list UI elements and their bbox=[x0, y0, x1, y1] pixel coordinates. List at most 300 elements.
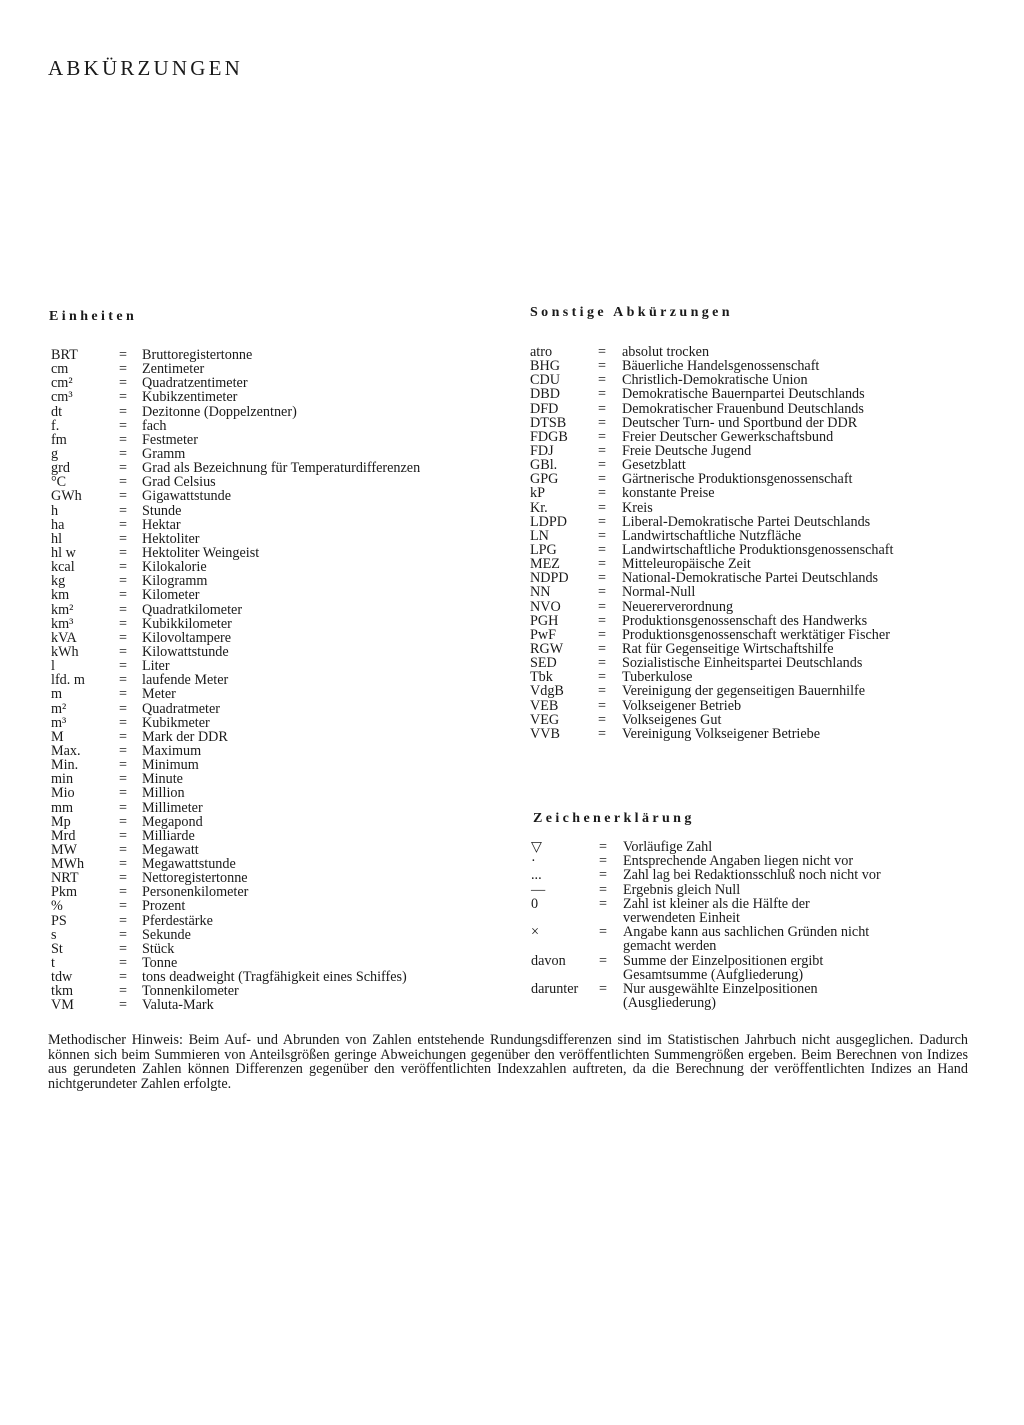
unit-row bbox=[51, 419, 420, 433]
abbreviation: tdw bbox=[51, 969, 73, 986]
unit-row bbox=[51, 362, 420, 376]
definition: Deutscher Turn- und Sportbund der DDR bbox=[622, 414, 858, 431]
definition: Stunde bbox=[142, 502, 182, 519]
definition: Zentimeter bbox=[142, 361, 205, 378]
unit-row bbox=[51, 631, 420, 645]
equals-sign: = bbox=[119, 474, 128, 491]
equals-sign: = bbox=[119, 417, 128, 434]
abbreviation: grd bbox=[51, 460, 70, 477]
equals-sign: = bbox=[119, 629, 128, 646]
equals-sign: = bbox=[599, 867, 608, 884]
definition: Kilokalorie bbox=[142, 559, 207, 576]
definition: Bruttoregistertonne bbox=[142, 347, 253, 363]
unit-row bbox=[51, 489, 420, 503]
abbreviation: fm bbox=[51, 431, 67, 448]
equals-sign: = bbox=[598, 683, 607, 700]
definition: Freier Deutscher Gewerkschaftsbund bbox=[622, 428, 834, 445]
definition: Stück bbox=[142, 940, 175, 957]
abbreviation: Pkm bbox=[51, 884, 78, 901]
abbreviation: — bbox=[531, 881, 546, 898]
abbreviation: mm bbox=[51, 799, 74, 816]
unit-row bbox=[51, 928, 420, 942]
equals-sign: = bbox=[598, 697, 607, 714]
unit-row bbox=[51, 942, 420, 956]
unit-row bbox=[51, 348, 420, 362]
unit-row bbox=[51, 659, 420, 673]
definition: Kreis bbox=[622, 499, 653, 516]
equals-sign: = bbox=[598, 669, 607, 686]
abbreviation: lfd. m bbox=[51, 672, 85, 689]
equals-sign: = bbox=[119, 658, 128, 675]
abbreviation-row bbox=[530, 684, 893, 698]
equals-sign: = bbox=[119, 643, 128, 660]
abbreviation: LN bbox=[530, 527, 549, 544]
equals-sign: = bbox=[599, 839, 608, 855]
abbreviation: VEB bbox=[530, 697, 559, 714]
definition: Zahl ist kleiner als die Hälfte der verwendeten Einheit bbox=[623, 895, 810, 927]
abbreviation: l bbox=[51, 658, 55, 675]
abbreviation-row bbox=[530, 571, 893, 585]
abbreviation: cm³ bbox=[51, 389, 73, 406]
abbreviation: PwF bbox=[530, 626, 557, 643]
unit-row bbox=[51, 758, 420, 772]
abbreviation: SED bbox=[530, 655, 557, 672]
definition: Dezitonne (Doppelzentner) bbox=[142, 403, 297, 420]
equals-sign: = bbox=[598, 344, 607, 360]
definition: Millimeter bbox=[142, 799, 203, 816]
definition: Liter bbox=[142, 658, 170, 675]
definition: Meter bbox=[142, 686, 176, 703]
abbreviation: 0 bbox=[531, 895, 539, 912]
abbreviation: NRT bbox=[51, 870, 79, 887]
abbreviation: km³ bbox=[51, 615, 74, 632]
abbreviation: km² bbox=[51, 601, 74, 618]
equals-sign: = bbox=[119, 544, 128, 561]
equals-sign: = bbox=[119, 530, 128, 547]
abbreviation: tkm bbox=[51, 983, 74, 1000]
abbreviation: Tbk bbox=[530, 669, 553, 686]
abbreviation: PGH bbox=[530, 612, 559, 629]
abbreviation: DFD bbox=[530, 400, 559, 417]
unit-row bbox=[51, 744, 420, 758]
equals-sign: = bbox=[119, 912, 128, 929]
abbreviation-row bbox=[530, 416, 893, 430]
abbreviation: davon bbox=[531, 952, 566, 969]
unit-row bbox=[51, 518, 420, 532]
others-list bbox=[530, 345, 893, 741]
definition: Gesetzblatt bbox=[622, 457, 686, 474]
definition: Kilovoltampere bbox=[142, 629, 232, 646]
abbreviation: VdgB bbox=[530, 683, 564, 700]
abbreviation-row bbox=[530, 557, 893, 571]
abbreviation: % bbox=[51, 898, 63, 915]
equals-sign: = bbox=[119, 997, 128, 1014]
equals-sign: = bbox=[119, 403, 128, 420]
equals-sign: = bbox=[119, 856, 128, 873]
definition: Demokratischer Frauenbund Deutschlands bbox=[622, 400, 864, 417]
definition: Rat für Gegenseitige Wirtschaftshilfe bbox=[622, 640, 834, 657]
definition: Maximum bbox=[142, 742, 202, 759]
equals-sign: = bbox=[119, 728, 128, 745]
definition: Landwirtschaftliche Produktionsgenossenschaft bbox=[622, 541, 894, 558]
equals-sign: = bbox=[598, 612, 607, 629]
equals-sign: = bbox=[598, 400, 607, 417]
equals-sign: = bbox=[598, 598, 607, 615]
equals-sign: = bbox=[119, 672, 128, 689]
equals-sign: = bbox=[119, 813, 128, 830]
definition: Prozent bbox=[142, 898, 186, 915]
equals-sign: = bbox=[598, 626, 607, 643]
definition: absolut trocken bbox=[622, 344, 710, 360]
definition: Entsprechende Angaben liegen nicht vor bbox=[623, 853, 854, 870]
sign-row bbox=[531, 840, 953, 854]
definition: Quadratkilometer bbox=[142, 601, 243, 618]
definition: Sekunde bbox=[142, 926, 191, 943]
unit-row bbox=[51, 843, 420, 857]
sign-row bbox=[531, 883, 953, 897]
unit-row bbox=[51, 617, 420, 631]
sign-row bbox=[531, 897, 953, 925]
abbreviation-row bbox=[530, 387, 893, 401]
unit-row bbox=[51, 871, 420, 885]
unit-row bbox=[51, 716, 420, 730]
unit-row bbox=[51, 687, 420, 701]
unit-row bbox=[51, 857, 420, 871]
definition: Kilogramm bbox=[142, 573, 208, 590]
others-heading: Sonstige Abkürzungen bbox=[530, 305, 733, 320]
signs-heading: Zeichenerklärung bbox=[533, 811, 695, 826]
abbreviation: atro bbox=[530, 344, 553, 360]
sign-row bbox=[531, 925, 953, 953]
abbreviation: f. bbox=[51, 417, 60, 434]
unit-row bbox=[51, 956, 420, 970]
unit-row bbox=[51, 603, 420, 617]
abbreviation: MW bbox=[51, 841, 78, 858]
abbreviation: NDPD bbox=[530, 570, 569, 587]
unit-row bbox=[51, 433, 420, 447]
unit-row bbox=[51, 914, 420, 928]
abbreviation-row bbox=[530, 458, 893, 472]
abbreviation: ... bbox=[531, 867, 542, 884]
abbreviation: PS bbox=[51, 912, 67, 929]
equals-sign: = bbox=[119, 347, 128, 363]
abbreviation: GWh bbox=[51, 488, 82, 505]
abbreviation-row bbox=[530, 430, 893, 444]
equals-sign: = bbox=[119, 559, 128, 576]
abbreviation-row bbox=[530, 373, 893, 387]
equals-sign: = bbox=[599, 853, 608, 870]
equals-sign: = bbox=[119, 516, 128, 533]
equals-sign: = bbox=[119, 431, 128, 448]
definition: Festmeter bbox=[142, 431, 198, 448]
abbreviation-row bbox=[530, 515, 893, 529]
equals-sign: = bbox=[599, 881, 608, 898]
equals-sign: = bbox=[119, 827, 128, 844]
equals-sign: = bbox=[598, 570, 607, 587]
definition: Gigawattstunde bbox=[142, 488, 232, 505]
abbreviation: kcal bbox=[51, 559, 75, 576]
definition: Zahl lag bei Redaktionsschluß noch nicht vor bbox=[623, 867, 881, 884]
abbreviation: m² bbox=[51, 700, 67, 717]
definition: Liberal-Demokratische Partei Deutschlands bbox=[622, 513, 871, 530]
abbreviation: s bbox=[51, 926, 57, 943]
definition: Volkseigener Betrieb bbox=[622, 697, 742, 714]
equals-sign: = bbox=[599, 924, 608, 941]
unit-row bbox=[51, 801, 420, 815]
definition: Volkseigenes Gut bbox=[622, 711, 722, 728]
abbreviation: MWh bbox=[51, 856, 85, 873]
abbreviation: × bbox=[531, 924, 540, 941]
abbreviation: DTSB bbox=[530, 414, 567, 431]
abbreviation: h bbox=[51, 502, 59, 519]
abbreviation: cm bbox=[51, 361, 69, 378]
abbreviation-row bbox=[530, 585, 893, 599]
definition: Megawatt bbox=[142, 841, 199, 858]
abbreviation: VVB bbox=[530, 725, 560, 742]
equals-sign: = bbox=[598, 499, 607, 516]
abbreviation: GBl. bbox=[530, 457, 558, 474]
abbreviation: Mio bbox=[51, 785, 75, 802]
unit-row bbox=[51, 899, 420, 913]
definition: Minute bbox=[142, 771, 183, 788]
definition: Kilometer bbox=[142, 587, 200, 604]
unit-row bbox=[51, 461, 420, 475]
abbreviation: °C bbox=[51, 474, 67, 491]
equals-sign: = bbox=[119, 375, 128, 392]
definition: Kubikkilometer bbox=[142, 615, 232, 632]
unit-row bbox=[51, 970, 420, 984]
equals-sign: = bbox=[598, 372, 607, 389]
definition: Vereinigung Volkseigener Betriebe bbox=[622, 725, 821, 742]
definition: Million bbox=[142, 785, 185, 802]
equals-sign: = bbox=[119, 686, 128, 703]
abbreviation-row bbox=[530, 727, 893, 741]
unit-row bbox=[51, 786, 420, 800]
methodical-note: Methodischer Hinweis: Beim Auf- und Abrunden von Zahlen entstehende Rundungsdifferenzen sind im Statistischen Jahrbuch nicht ausgeglichen. Dadurch können sich beim Summieren von Anteilsgrößen geringe Abweichungen gegenüber den veröffentlichten Summengrößen ergeben. Beim Berechnen von Indizes aus gerundeten Zahlen können Differenzen gegenüber den veröffentlichten Indexzahlen auftreten, da die Berechnung der veröffentlichten Indizes an Hand nichtgerundeter Zahlen erfolgte. bbox=[48, 1032, 968, 1092]
abbreviation: Max. bbox=[51, 742, 81, 759]
definition: Vereinigung der gegenseitigen Bauernhilfe bbox=[622, 683, 866, 700]
unit-row bbox=[51, 447, 420, 461]
equals-sign: = bbox=[598, 640, 607, 657]
equals-sign: = bbox=[119, 969, 128, 986]
definition: Freie Deutsche Jugend bbox=[622, 442, 752, 459]
abbreviation-row bbox=[530, 501, 893, 515]
abbreviation: Mp bbox=[51, 813, 71, 830]
definition: Vorläufige Zahl bbox=[623, 839, 713, 855]
definition: laufende Meter bbox=[142, 672, 229, 689]
abbreviation: VEG bbox=[530, 711, 560, 728]
abbreviation-row bbox=[530, 402, 893, 416]
equals-sign: = bbox=[119, 799, 128, 816]
equals-sign: = bbox=[119, 757, 128, 774]
abbreviation: BRT bbox=[51, 347, 78, 363]
equals-sign: = bbox=[119, 926, 128, 943]
definition: Demokratische Bauernpartei Deutschlands bbox=[622, 386, 865, 403]
abbreviation-row bbox=[530, 699, 893, 713]
definition: konstante Preise bbox=[622, 485, 715, 502]
equals-sign: = bbox=[119, 870, 128, 887]
equals-sign: = bbox=[119, 884, 128, 901]
abbreviation: NVO bbox=[530, 598, 561, 615]
definition: Mark der DDR bbox=[142, 728, 228, 745]
definition: Milliarde bbox=[142, 827, 195, 844]
abbreviation: t bbox=[51, 955, 55, 972]
definition: Angabe kann aus sachlichen Gründen nicht gemacht werden bbox=[623, 924, 870, 955]
abbreviation: min bbox=[51, 771, 74, 788]
abbreviation: darunter bbox=[531, 981, 579, 998]
units-heading: Einheiten bbox=[49, 309, 138, 324]
definition: Megapond bbox=[142, 813, 203, 830]
definition: Mitteleuropäische Zeit bbox=[622, 556, 751, 573]
abbreviation: LPG bbox=[530, 541, 557, 558]
equals-sign: = bbox=[598, 513, 607, 530]
definition: Quadratmeter bbox=[142, 700, 220, 717]
equals-sign: = bbox=[119, 742, 128, 759]
abbreviation-row bbox=[530, 345, 893, 359]
unit-row bbox=[51, 702, 420, 716]
equals-sign: = bbox=[119, 573, 128, 590]
unit-row bbox=[51, 984, 420, 998]
abbreviation: Min. bbox=[51, 757, 79, 774]
equals-sign: = bbox=[598, 655, 607, 672]
units-list bbox=[51, 348, 420, 1013]
definition: Ergebnis gleich Null bbox=[623, 881, 741, 898]
page-title: ABKÜRZUNGEN bbox=[48, 56, 244, 80]
sign-row bbox=[531, 954, 953, 982]
equals-sign: = bbox=[119, 488, 128, 505]
equals-sign: = bbox=[119, 361, 128, 378]
equals-sign: = bbox=[119, 587, 128, 604]
definition: Neuererverordnung bbox=[622, 598, 734, 615]
definition: National-Demokratische Partei Deutschlands bbox=[622, 570, 879, 587]
equals-sign: = bbox=[119, 502, 128, 519]
abbreviation: kP bbox=[530, 485, 545, 502]
signs-list bbox=[531, 840, 953, 1010]
abbreviation: kWh bbox=[51, 643, 79, 660]
abbreviation-row bbox=[530, 444, 893, 458]
equals-sign: = bbox=[119, 460, 128, 477]
unit-row bbox=[51, 730, 420, 744]
abbreviation: RGW bbox=[530, 640, 564, 657]
definition: Summe der Einzelpositionen ergibt Gesamtsumme (Aufgliederung) bbox=[623, 952, 824, 983]
definition: Megawattstunde bbox=[142, 856, 236, 873]
equals-sign: = bbox=[598, 471, 607, 488]
equals-sign: = bbox=[598, 414, 607, 431]
equals-sign: = bbox=[598, 541, 607, 558]
definition: Sozialistische Einheitspartei Deutschlands bbox=[622, 655, 863, 672]
equals-sign: = bbox=[599, 952, 608, 969]
equals-sign: = bbox=[119, 445, 128, 462]
equals-sign: = bbox=[119, 389, 128, 406]
unit-row bbox=[51, 815, 420, 829]
abbreviation: Kr. bbox=[530, 499, 548, 516]
abbreviation: BHG bbox=[530, 358, 560, 375]
definition: Hektar bbox=[142, 516, 181, 533]
equals-sign: = bbox=[599, 895, 608, 912]
abbreviation: hl w bbox=[51, 544, 76, 561]
abbreviation-row bbox=[530, 642, 893, 656]
abbreviation: St bbox=[51, 940, 63, 957]
abbreviation: M bbox=[51, 728, 64, 745]
equals-sign: = bbox=[598, 442, 607, 459]
abbreviation: GPG bbox=[530, 471, 559, 488]
definition: Nettoregistertonne bbox=[142, 870, 248, 887]
abbreviation: kVA bbox=[51, 629, 77, 646]
definition: Kubikzentimeter bbox=[142, 389, 238, 406]
definition: Pferdestärke bbox=[142, 912, 213, 929]
definition: Tonne bbox=[142, 955, 178, 972]
sign-row bbox=[531, 854, 953, 868]
abbreviation: DBD bbox=[530, 386, 560, 403]
unit-row bbox=[51, 405, 420, 419]
unit-row bbox=[51, 645, 420, 659]
unit-row bbox=[51, 673, 420, 687]
abbreviation: kg bbox=[51, 573, 66, 590]
abbreviation-row bbox=[530, 543, 893, 557]
equals-sign: = bbox=[119, 700, 128, 717]
abbreviation-row bbox=[530, 614, 893, 628]
abbreviation: LDPD bbox=[530, 513, 568, 530]
definition: Valuta-Mark bbox=[142, 997, 214, 1014]
unit-row bbox=[51, 588, 420, 602]
definition: Grad Celsius bbox=[142, 474, 216, 491]
definition: Personenkilometer bbox=[142, 884, 249, 901]
unit-row bbox=[51, 546, 420, 560]
abbreviation: Mrd bbox=[51, 827, 76, 844]
definition: Hektoliter Weingeist bbox=[142, 544, 260, 561]
abbreviation-row bbox=[530, 656, 893, 670]
definition: Tonnenkilometer bbox=[142, 983, 239, 1000]
equals-sign: = bbox=[119, 898, 128, 915]
equals-sign: = bbox=[119, 771, 128, 788]
abbreviation: hl bbox=[51, 530, 63, 547]
abbreviation: MEZ bbox=[530, 556, 560, 573]
equals-sign: = bbox=[119, 714, 128, 731]
abbreviation-row bbox=[530, 486, 893, 500]
unit-row bbox=[51, 829, 420, 843]
definition: Gärtnerische Produktionsgenossenschaft bbox=[622, 471, 853, 488]
definition: Nur ausgewählte Einzelpositionen (Ausgliederung) bbox=[623, 981, 818, 1012]
definition: Normal-Null bbox=[622, 584, 696, 601]
abbreviation-row bbox=[530, 600, 893, 614]
unit-row bbox=[51, 560, 420, 574]
definition: Gramm bbox=[142, 445, 186, 462]
equals-sign: = bbox=[598, 584, 607, 601]
definition: Kubikmeter bbox=[142, 714, 210, 731]
abbreviation: CDU bbox=[530, 372, 560, 389]
abbreviation-row bbox=[530, 628, 893, 642]
equals-sign: = bbox=[598, 457, 607, 474]
definition: Kilowattstunde bbox=[142, 643, 229, 660]
definition: Produktionsgenossenschaft werktätiger Fischer bbox=[622, 626, 890, 643]
unit-row bbox=[51, 475, 420, 489]
definition: fach bbox=[142, 417, 167, 434]
definition: Christlich-Demokratische Union bbox=[622, 372, 808, 389]
equals-sign: = bbox=[119, 785, 128, 802]
abbreviation-row bbox=[530, 529, 893, 543]
equals-sign: = bbox=[119, 601, 128, 618]
abbreviation-row bbox=[530, 359, 893, 373]
abbreviation-row bbox=[530, 713, 893, 727]
equals-sign: = bbox=[119, 955, 128, 972]
definition: Minimum bbox=[142, 757, 199, 774]
equals-sign: = bbox=[598, 386, 607, 403]
abbreviation: cm² bbox=[51, 375, 73, 392]
unit-row bbox=[51, 532, 420, 546]
equals-sign: = bbox=[598, 358, 607, 375]
unit-row bbox=[51, 390, 420, 404]
equals-sign: = bbox=[119, 940, 128, 957]
